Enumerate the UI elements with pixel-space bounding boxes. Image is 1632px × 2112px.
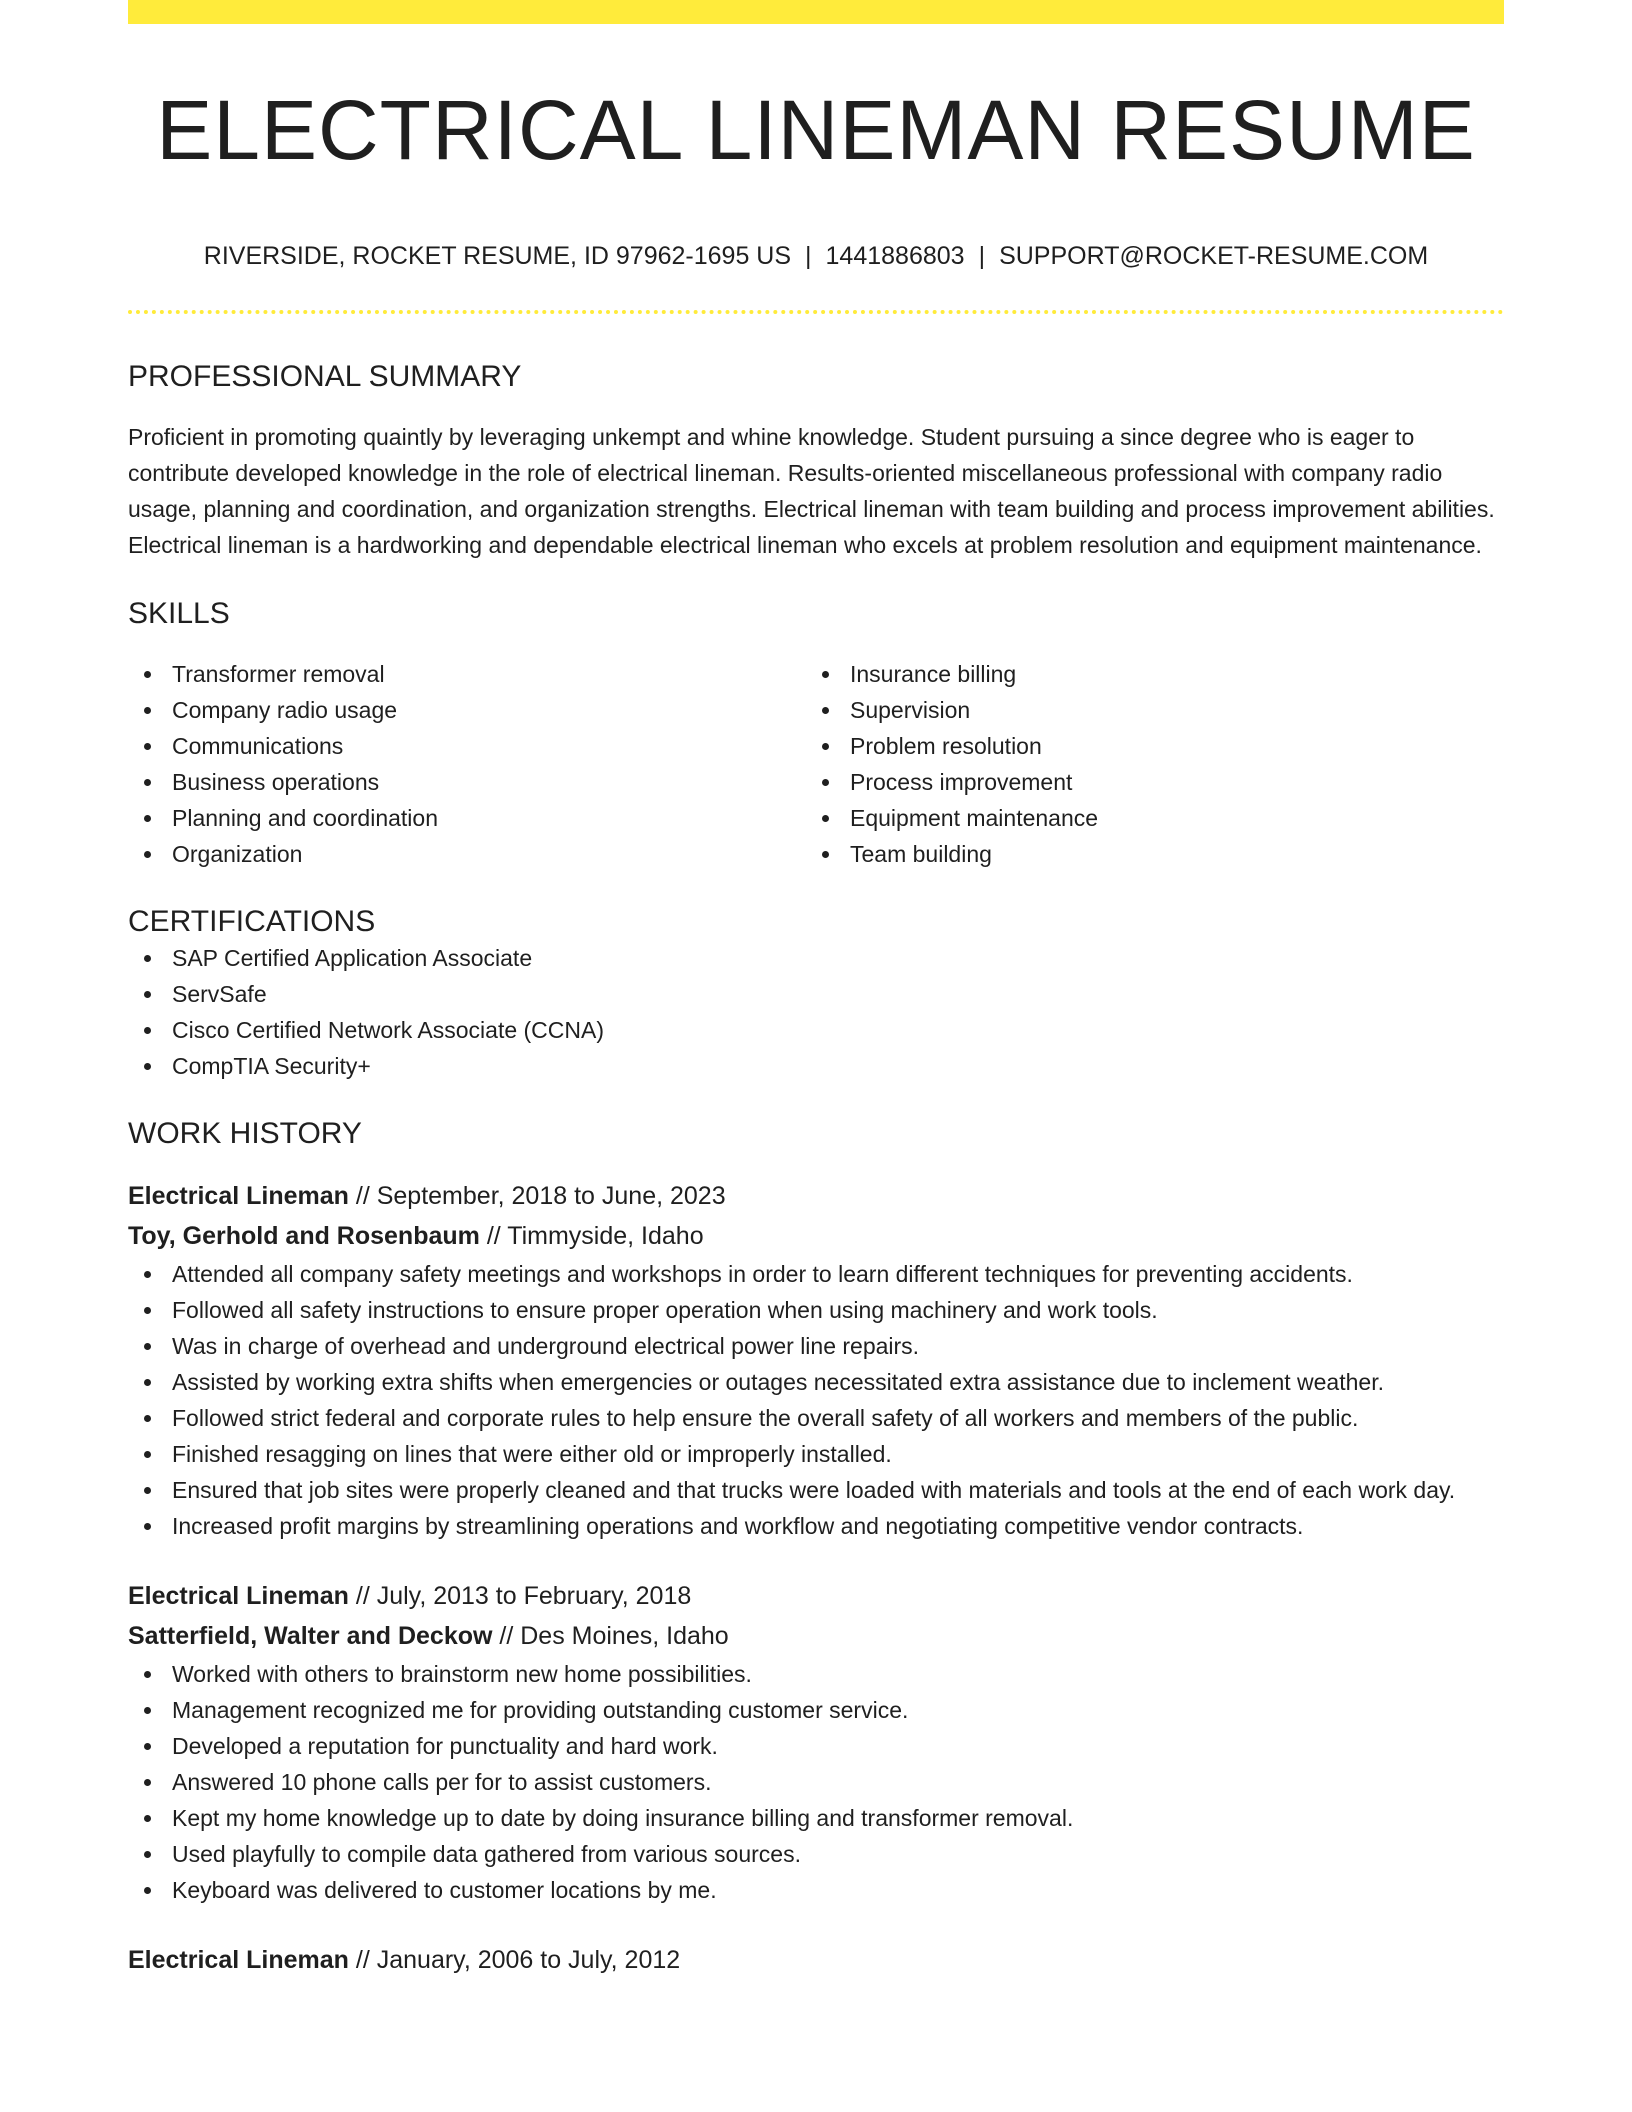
job-entry xyxy=(128,1176,1504,1544)
job-title-line xyxy=(128,1576,1504,1616)
skill-item: Business operations xyxy=(128,764,806,800)
job-duty-item: Followed all safety instructions to ensure proper operation when using machinery and work tools. xyxy=(128,1292,1504,1328)
certifications-list xyxy=(128,940,1504,1084)
dotted-divider xyxy=(128,310,1504,314)
skill-item: Organization xyxy=(128,836,806,872)
certification-item: CompTIA Security+ xyxy=(128,1048,1504,1084)
job-dates: // July, 2013 to February, 2018 xyxy=(355,1582,692,1610)
skills-list-left xyxy=(128,656,806,872)
job-company-line xyxy=(128,1616,1504,1656)
job-title-line xyxy=(128,1176,1504,1216)
job-duty-item: Used playfully to compile data gathered from various sources. xyxy=(128,1836,1504,1872)
skill-item: Supervision xyxy=(806,692,1484,728)
job-duty-item: Increased profit margins by streamlining operations and workflow and negotiating competitive vendor contracts. xyxy=(128,1508,1504,1544)
job-title: Electrical Lineman xyxy=(128,1946,349,1974)
certification-item: Cisco Certified Network Associate (CCNA) xyxy=(128,1012,1504,1048)
job-title: Electrical Lineman xyxy=(128,1182,349,1210)
skill-item: Planning and coordination xyxy=(128,800,806,836)
job-duty-item: Finished resagging on lines that were either old or improperly installed. xyxy=(128,1436,1504,1472)
work-history-heading: WORK HISTORY xyxy=(128,1117,362,1150)
job-duty-item: Ensured that job sites were properly cleaned and that trucks were loaded with materials and tools at the end of each work day. xyxy=(128,1472,1504,1508)
skill-item: Insurance billing xyxy=(806,656,1484,692)
skill-item: Company radio usage xyxy=(128,692,806,728)
skills-column-left xyxy=(128,656,806,872)
certifications-heading: CERTIFICATIONS xyxy=(128,905,376,938)
job-entry xyxy=(128,1576,1504,1908)
skill-item: Team building xyxy=(806,836,1484,872)
job-duty-item: Developed a reputation for punctuality and hard work. xyxy=(128,1728,1504,1764)
skill-item: Problem resolution xyxy=(806,728,1484,764)
job-location: // Des Moines, Idaho xyxy=(499,1622,729,1650)
job-company: Toy, Gerhold and Rosenbaum xyxy=(128,1222,480,1250)
job-duty-item: Attended all company safety meetings and workshops in order to learn different techniques for preventing accidents. xyxy=(128,1256,1504,1292)
certification-item: SAP Certified Application Associate xyxy=(128,940,1504,976)
summary-heading: PROFESSIONAL SUMMARY xyxy=(128,360,522,393)
job-title: Electrical Lineman xyxy=(128,1582,349,1610)
job-duty-item: Followed strict federal and corporate rules to help ensure the overall safety of all workers and members of the public. xyxy=(128,1400,1504,1436)
job-title-line xyxy=(128,1940,1504,1980)
contact-separator: | xyxy=(805,242,812,270)
contact-phone: 1441886803 xyxy=(825,242,965,270)
contact-address: RIVERSIDE, ROCKET RESUME, ID 97962-1695 US xyxy=(203,242,792,270)
resume-page xyxy=(128,0,1504,1980)
skill-item: Equipment maintenance xyxy=(806,800,1484,836)
job-duties-list xyxy=(128,1256,1504,1544)
skills-grid xyxy=(128,656,1504,872)
accent-bar xyxy=(128,0,1504,24)
job-duty-item: Kept my home knowledge up to date by doing insurance billing and transformer removal. xyxy=(128,1800,1504,1836)
job-duty-item: Keyboard was delivered to customer locations by me. xyxy=(128,1872,1504,1908)
contact-separator: | xyxy=(978,242,986,270)
contact-line xyxy=(128,240,1504,272)
skill-item: Communications xyxy=(128,728,806,764)
skills-heading: SKILLS xyxy=(128,597,230,630)
certification-item: ServSafe xyxy=(128,976,1504,1012)
skills-column-right xyxy=(806,656,1484,872)
job-duty-item: Assisted by working extra shifts when emergencies or outages necessitated extra assistance due to inclement weather. xyxy=(128,1364,1504,1400)
job-duties-list xyxy=(128,1656,1504,1908)
job-dates: // January, 2006 to July, 2012 xyxy=(355,1946,681,1974)
summary-text: Proficient in promoting quaintly by leveraging unkempt and whine knowledge. Student pursuing a since degree who is eager to contribute developed knowledge in the role of electrical lineman. Results-oriented miscellaneous professional with company radio usage, planning and coordination, and organization strengths. Electrical lineman with team building and process improvement abilities. Electrical lineman is a hardworking and dependable electrical lineman who excels at problem resolution and equipment maintenance. xyxy=(128,424,1495,558)
job-duty-item: Management recognized me for providing outstanding customer service. xyxy=(128,1692,1504,1728)
skill-item: Process improvement xyxy=(806,764,1484,800)
job-company-line xyxy=(128,1216,1504,1256)
page-title: ELECTRICAL LINEMAN RESUME xyxy=(156,83,1476,177)
contact-email: SUPPORT@ROCKET-RESUME.COM xyxy=(999,242,1429,270)
job-location: // Timmyside, Idaho xyxy=(486,1222,704,1250)
job-duty-item: Answered 10 phone calls per for to assist customers. xyxy=(128,1764,1504,1800)
skill-item: Transformer removal xyxy=(128,656,806,692)
job-duty-item: Was in charge of overhead and underground electrical power line repairs. xyxy=(128,1328,1504,1364)
job-duty-item: Worked with others to brainstorm new home possibilities. xyxy=(128,1656,1504,1692)
skills-list-right xyxy=(806,656,1484,872)
job-dates: // September, 2018 to June, 2023 xyxy=(355,1182,726,1210)
job-company: Satterfield, Walter and Deckow xyxy=(128,1622,493,1650)
job-entry xyxy=(128,1940,1504,1980)
